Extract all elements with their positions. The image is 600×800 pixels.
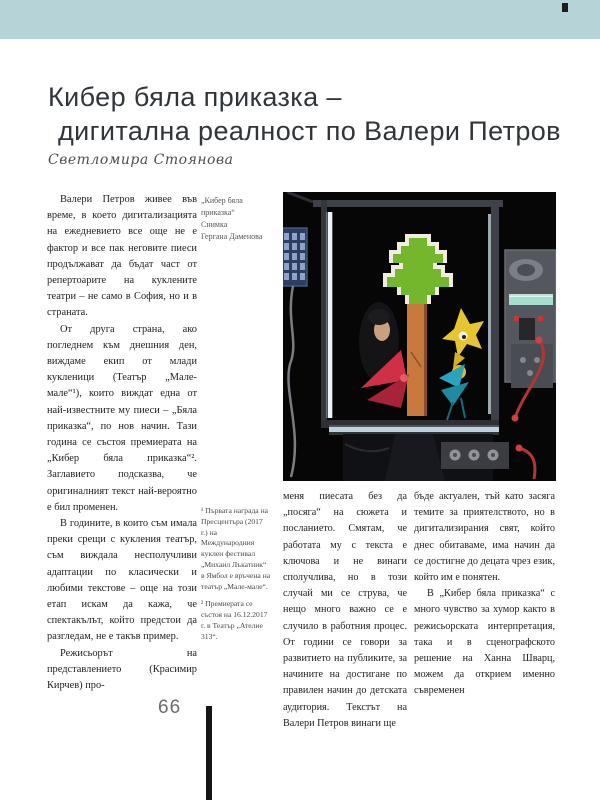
cable-red-plug-2 bbox=[512, 415, 519, 422]
caption-line: „Кибер бяла bbox=[201, 196, 243, 205]
panel-red-connector bbox=[514, 316, 519, 321]
panel-dot-3 bbox=[527, 370, 533, 376]
paragraph: Валери Петров живее във време, в което дигитализацията на ежедневието все още не е фактор и все пак неговите пиеси продължават да бъдат част от репертоарите на куклените театри – не само в София, но и в страната. bbox=[47, 194, 197, 319]
footnote-2: ² Премиерата се състоя на 16.12.2017 г. в Театър „Ателие 313“. bbox=[201, 599, 268, 641]
caption-line: Гергана Даменова bbox=[201, 232, 263, 241]
panel-light-teal-glow bbox=[509, 294, 553, 297]
paragraph: В „Кибер бяла приказка“ с много чувство за хумор както в режисьорската интерпретация, така и в сценографското решение на Ханна Шварц, можем да открием именно съвременен bbox=[414, 588, 555, 697]
text-column-middle bbox=[283, 489, 407, 732]
light-strip-bottom-glow bbox=[329, 425, 499, 435]
paragraph: меня пиесата без да „посяга“ на сюжета и посланието. Смятам, че работата му с текста е ключова и не винаги сполучлива, но в този случай ми се струва, че нещо много важно се е случило в работния процес. От години се говори за развитието на публиките, за начините на достигане по правилен начин до детската аудитория. Текстът на Валери Петров винаги ще bbox=[283, 491, 407, 729]
panel-dot-2 bbox=[534, 357, 540, 363]
title-line-2: дигитална реалност по Валери Петров bbox=[58, 116, 561, 147]
title-line-1: Кибер бяла приказка – bbox=[48, 82, 342, 113]
text-column-left bbox=[47, 192, 197, 694]
page-number: 66 bbox=[158, 697, 182, 718]
paragraph: В годините, в които съм имала преки срещи с кукления театър, съм виждала несполучливи адаптации по класически и любими текстове – още на този етап искам да кажа, че спектакълът, който предстои да разгледам, не е такъв пример. bbox=[47, 518, 197, 643]
puppeteer-hood-top bbox=[368, 309, 390, 325]
cable-red-plug bbox=[536, 337, 543, 344]
corner-mark bbox=[562, 3, 568, 12]
frame-right bbox=[491, 204, 499, 426]
yellow-puppet-pupil bbox=[462, 335, 466, 339]
text-column-right bbox=[414, 489, 555, 700]
panel-lower-box bbox=[511, 344, 553, 388]
trunk-shadow-edge bbox=[424, 304, 427, 416]
page-title bbox=[48, 80, 568, 148]
frame-top bbox=[313, 200, 503, 207]
under-stage bbox=[343, 434, 509, 481]
stage-photo bbox=[283, 192, 556, 481]
panel-dot bbox=[520, 357, 526, 363]
bottom-knob-center-3 bbox=[491, 453, 495, 457]
light-strip-left bbox=[328, 212, 332, 418]
bottom-knob-center bbox=[453, 453, 457, 457]
panel-red-connector-2 bbox=[538, 316, 543, 321]
footnotes bbox=[201, 506, 271, 650]
bottom-rule bbox=[206, 706, 212, 800]
panel-light-teal bbox=[509, 296, 553, 305]
photo-caption bbox=[201, 195, 275, 243]
paragraph: От друга страна, ако погледнем към днешния ден, виждаме екип от млади кукленици (Театър „Мале-мале“¹), които виждат една от най-известните му пиеси – „Бяла приказка“, по нов начин. Тази година се състоя премиерата на „Кибер бяла приказка“². Заглавието подсказва, че оригиналният текст най-вероятно е бил променен. bbox=[47, 323, 197, 513]
footnote-1: ¹ Първата награда на Пресцентъра (2017 г.) на Международния куклен фестивал „Михаил Лъкатник“ в Ямбол е връчена на театър „Мале-мале“. bbox=[201, 506, 271, 591]
panel-knob-inner bbox=[517, 264, 535, 276]
paragraph: бъде актуален, тъй като засяга темите за приятелството, но в дигитализирания свят, който днес обитаваме, има начин да се достигне до децата чрез език, който им е понятен. bbox=[414, 491, 555, 584]
caption-line: приказка“ bbox=[201, 208, 235, 217]
panel-slot bbox=[519, 318, 535, 340]
top-band bbox=[0, 0, 600, 39]
stage-photo-graphic bbox=[283, 192, 556, 481]
red-puppet-nose bbox=[400, 374, 408, 382]
author-byline: Светломира Стоянова bbox=[48, 152, 234, 168]
caption-line: Снимка bbox=[201, 220, 228, 229]
bottom-knob-center-2 bbox=[472, 453, 476, 457]
light-strip-right bbox=[488, 214, 491, 414]
cable-red-plug-3 bbox=[516, 445, 523, 452]
paragraph: Режисьорът на представлението (Красимир Кирчев) про- bbox=[47, 647, 197, 692]
